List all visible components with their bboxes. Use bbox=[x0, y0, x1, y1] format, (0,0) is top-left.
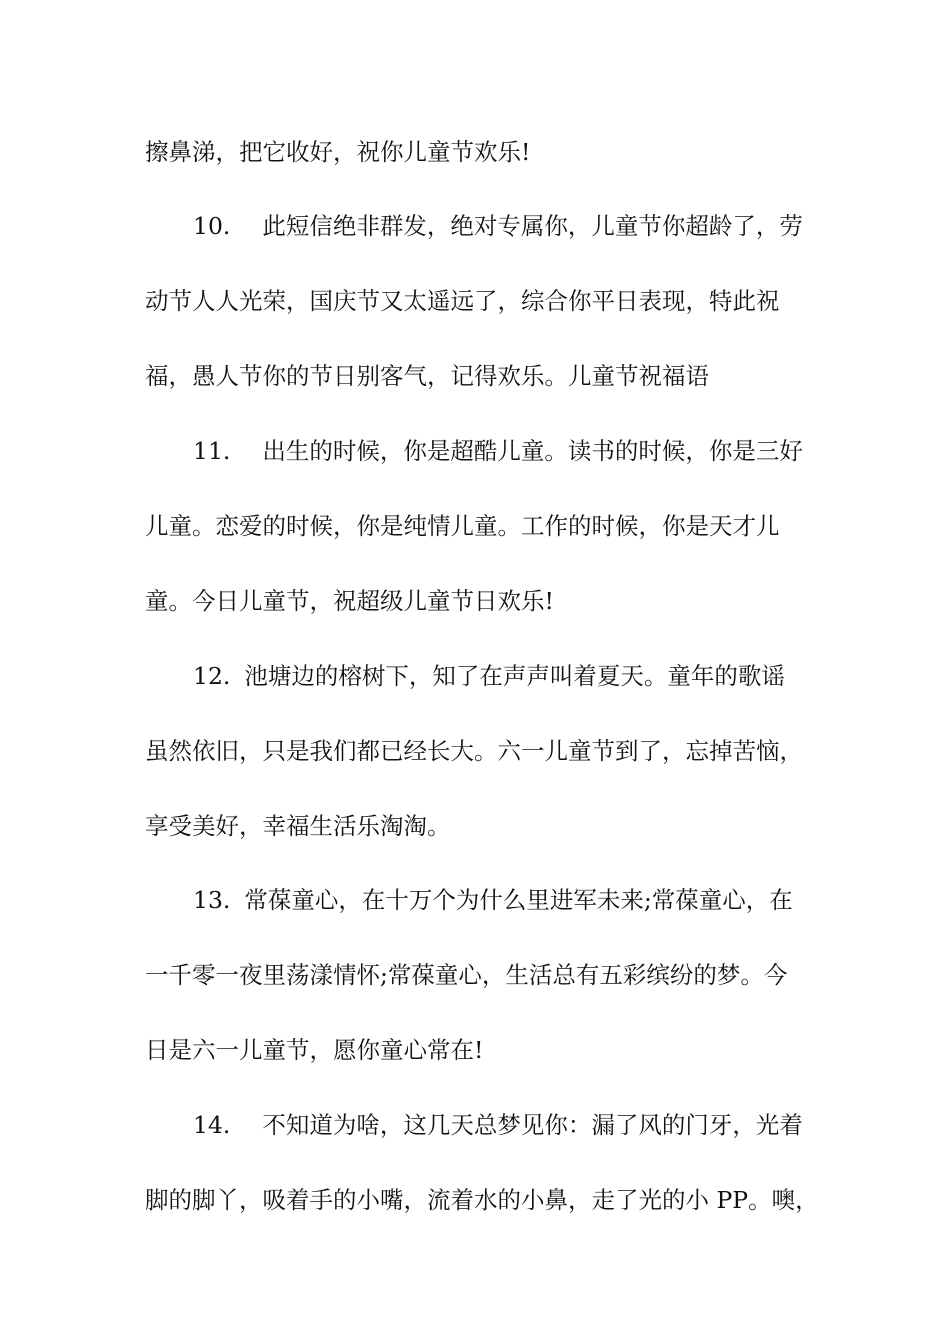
text-line-content: 此短信绝非群发，绝对专属你，儿童节你超龄了，劳 bbox=[262, 212, 803, 240]
text-line-content: 池塘边的榕树下，知了在声声叫着夏天。童年的歌谣 bbox=[244, 662, 785, 690]
paragraph-first-line bbox=[193, 656, 873, 696]
paragraph-first-line bbox=[193, 880, 873, 920]
text-line-content: 脚的脚丫，吸着手的小嘴，流着水的小鼻，走了光的小 PP。噢， bbox=[145, 1186, 819, 1214]
text-line-content: 享受美好，幸福生活乐淘淘。 bbox=[145, 812, 451, 840]
item-number: 10. bbox=[193, 212, 231, 240]
paragraph-first-line bbox=[193, 1105, 873, 1145]
paragraph-first-line bbox=[193, 431, 873, 471]
text-line bbox=[145, 281, 825, 321]
text-line-content: 动节人人光荣，国庆节又太遥远了，综合你平日表现，特此祝 bbox=[145, 287, 780, 315]
text-line-content: 虽然依旧，只是我们都已经长大。六一儿童节到了，忘掉苦恼， bbox=[145, 737, 803, 765]
text-line bbox=[145, 1030, 825, 1070]
text-line bbox=[145, 955, 825, 995]
item-number: 12. bbox=[193, 662, 231, 690]
text-line bbox=[145, 132, 825, 172]
text-line bbox=[145, 581, 825, 621]
text-line-content: 儿童。恋爱的时候，你是纯情儿童。工作的时候，你是天才儿 bbox=[145, 512, 780, 540]
text-line bbox=[145, 1180, 825, 1220]
text-line-content: 出生的时候，你是超酷儿童。读书的时候，你是三好 bbox=[262, 437, 803, 465]
text-line bbox=[145, 731, 825, 771]
text-line bbox=[145, 356, 825, 396]
text-line bbox=[145, 806, 825, 846]
text-line-content: 不知道为啥，这几天总梦见你：漏了风的门牙，光着 bbox=[262, 1111, 803, 1139]
item-number: 14. bbox=[193, 1111, 231, 1139]
text-line-content: 擦鼻涕，把它收好，祝你儿童节欢乐! bbox=[145, 138, 531, 166]
text-line-content: 一千零一夜里荡漾情怀;常葆童心，生活总有五彩缤纷的梦。今 bbox=[145, 961, 788, 989]
item-number: 11. bbox=[193, 437, 231, 465]
text-line-content: 日是六一儿童节，愿你童心常在! bbox=[145, 1036, 484, 1064]
text-line bbox=[145, 506, 825, 546]
text-line-content: 福，愚人节你的节日别客气，记得欢乐。儿童节祝福语 bbox=[145, 362, 709, 390]
paragraph-first-line bbox=[193, 206, 873, 246]
text-line-content: 童。今日儿童节，祝超级儿童节日欢乐! bbox=[145, 587, 554, 615]
text-line-content: 常葆童心，在十万个为什么里进军未来;常葆童心，在 bbox=[244, 886, 793, 914]
item-number: 13. bbox=[193, 886, 231, 914]
